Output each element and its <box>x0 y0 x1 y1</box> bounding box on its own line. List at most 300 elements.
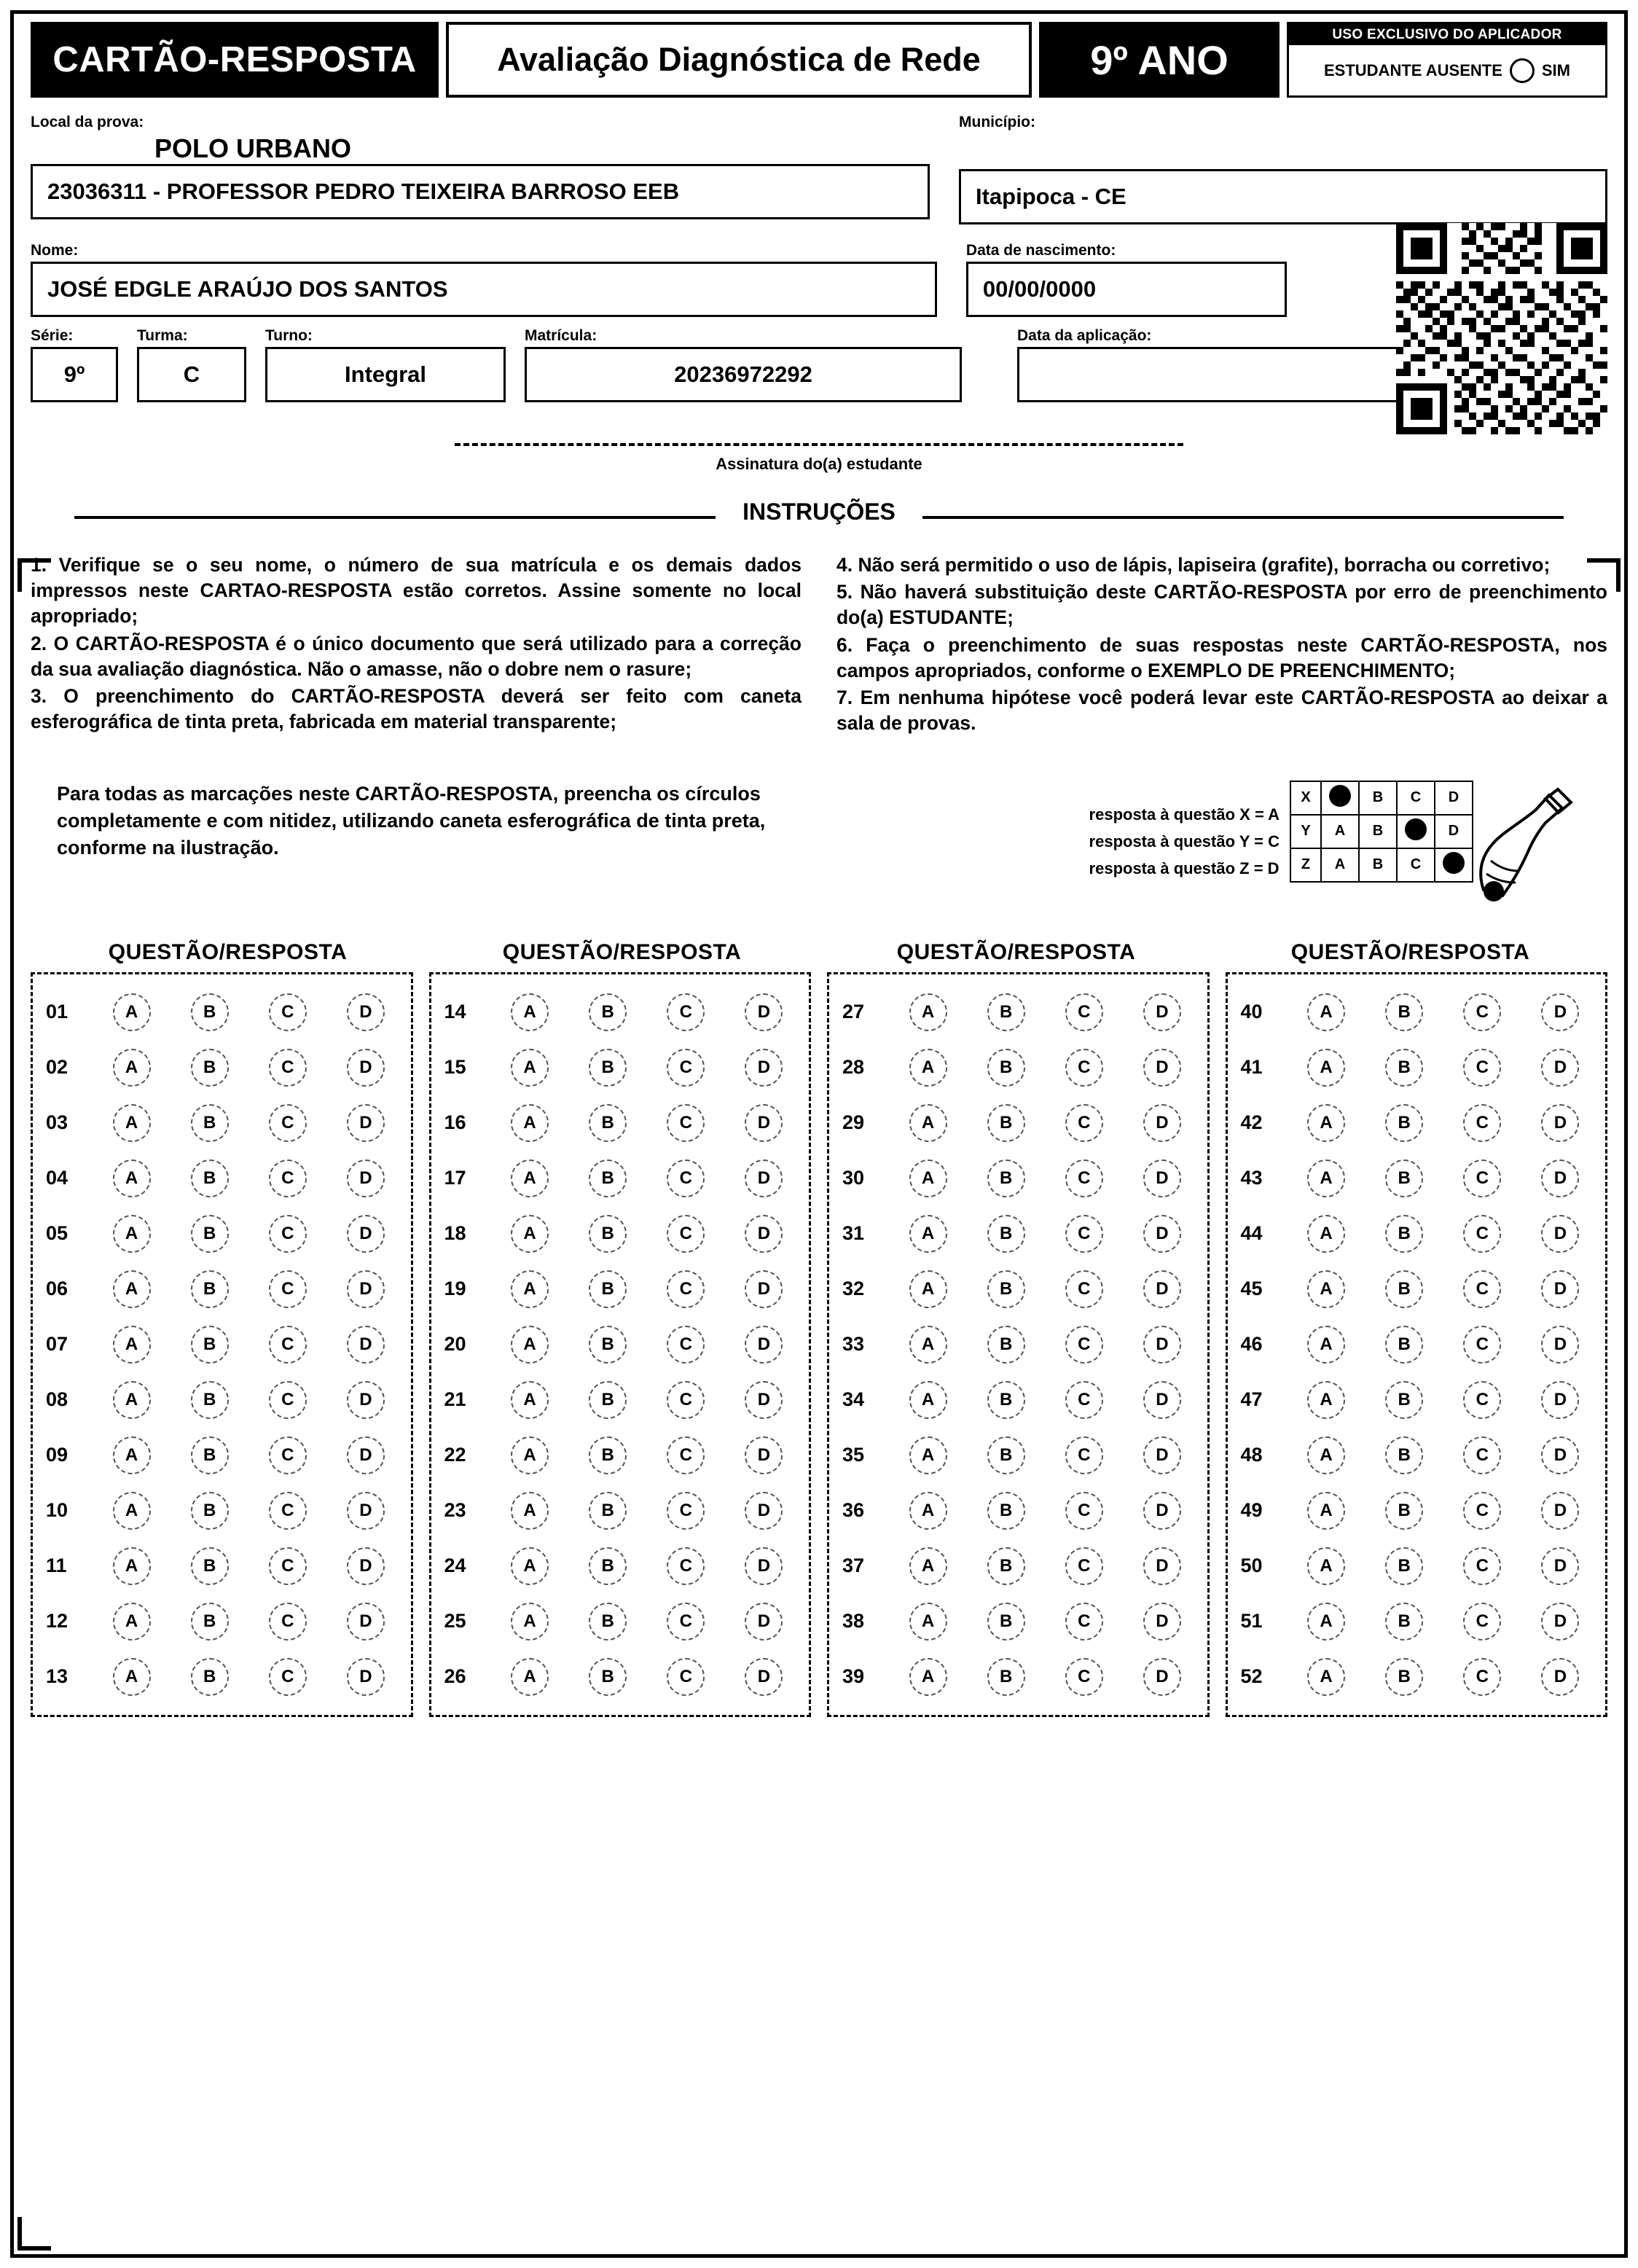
answer-bubble-b[interactable]: B <box>589 993 627 1031</box>
answer-bubble-a[interactable]: A <box>113 993 151 1031</box>
answer-bubble-c[interactable]: C <box>667 1658 705 1696</box>
answer-bubble-d[interactable]: D <box>1541 1270 1579 1308</box>
answer-bubble-d[interactable]: D <box>1541 1326 1579 1364</box>
answer-bubble-d[interactable]: D <box>1143 1603 1181 1641</box>
answer-bubble-a[interactable]: A <box>113 1492 151 1530</box>
crop-mark-bottom-left <box>17 2217 51 2251</box>
question-row <box>39 1317 405 1372</box>
nascimento-box[interactable] <box>966 262 1287 317</box>
option-bubbles <box>889 1160 1202 1197</box>
answer-bubble-a[interactable]: A <box>1307 1215 1345 1253</box>
answer-bubble-c[interactable]: C <box>667 1270 705 1308</box>
question-row <box>1234 1317 1600 1372</box>
answer-bubble-c[interactable]: C <box>1463 1603 1501 1641</box>
answer-bubble-c[interactable]: C <box>269 1326 307 1364</box>
aplicacao-box[interactable] <box>1017 347 1425 402</box>
legend-line: resposta à questão Y = C <box>1089 832 1280 851</box>
question-row <box>39 1483 405 1538</box>
question-number: 14 <box>444 1001 466 1023</box>
answer-bubble-b[interactable]: B <box>1385 993 1423 1031</box>
answer-bubble-d[interactable]: D <box>1143 1547 1181 1585</box>
answer-bubble-b[interactable]: B <box>1385 1603 1423 1641</box>
answer-bubble-d[interactable]: D <box>1143 1049 1181 1087</box>
municipio-box[interactable] <box>959 169 1607 224</box>
answer-bubble-d[interactable]: D <box>745 1492 783 1530</box>
answer-bubble-b[interactable]: B <box>191 993 229 1031</box>
answer-bubble-a[interactable]: A <box>909 1603 947 1641</box>
answer-bubble-c[interactable]: C <box>1065 1049 1103 1087</box>
answer-bubble-c[interactable]: C <box>1065 1547 1103 1585</box>
answer-bubble-b[interactable]: B <box>589 1049 627 1087</box>
answer-bubble-c[interactable]: C <box>1065 1436 1103 1474</box>
answer-bubble-c[interactable]: C <box>1065 1603 1103 1641</box>
answer-bubble-c[interactable]: C <box>269 1049 307 1087</box>
answer-bubble-b[interactable]: B <box>1385 1381 1423 1419</box>
answer-bubble-c[interactable]: C <box>1463 1160 1501 1197</box>
answer-bubble-a[interactable]: A <box>1307 993 1345 1031</box>
polo-value: POLO URBANO <box>154 133 351 163</box>
turno-box[interactable] <box>265 347 506 402</box>
example-row-label: X <box>1290 781 1321 815</box>
answer-bubble-d[interactable]: D <box>1541 1492 1579 1530</box>
answer-bubble-a[interactable]: A <box>1307 1049 1345 1087</box>
field-turno <box>265 327 506 402</box>
answer-bubble-a[interactable]: A <box>909 1658 947 1696</box>
answer-bubble-b[interactable]: B <box>589 1381 627 1419</box>
answer-bubble-a[interactable]: A <box>113 1270 151 1308</box>
answer-bubble-c[interactable]: C <box>1065 993 1103 1031</box>
answer-bubble-d[interactable]: D <box>745 1658 783 1696</box>
answer-bubble-c[interactable]: C <box>269 1160 307 1197</box>
answer-bubble-d[interactable]: D <box>347 1436 385 1474</box>
option-bubbles <box>889 1547 1202 1585</box>
answer-bubble-c[interactable]: C <box>269 993 307 1031</box>
answer-bubble-b[interactable]: B <box>191 1436 229 1474</box>
answer-bubble-c[interactable]: C <box>1463 1658 1501 1696</box>
question-number: 08 <box>46 1388 68 1411</box>
answer-bubble-a[interactable]: A <box>1307 1492 1345 1530</box>
answer-bubble-d[interactable]: D <box>1143 993 1181 1031</box>
answer-bubble-d[interactable]: D <box>1143 1492 1181 1530</box>
answer-bubble-b[interactable]: B <box>1385 1547 1423 1585</box>
answer-bubble-d[interactable]: D <box>745 1436 783 1474</box>
answer-bubble-b[interactable]: B <box>191 1215 229 1253</box>
answer-bubble-b[interactable]: B <box>1385 1215 1423 1253</box>
question-number: 43 <box>1240 1167 1263 1189</box>
question-row <box>39 1206 405 1262</box>
example-grid-row <box>1290 815 1473 848</box>
question-number: 07 <box>46 1333 68 1356</box>
question-row <box>1234 1151 1600 1206</box>
answer-bubble-c[interactable]: C <box>1463 1215 1501 1253</box>
answer-bubble-c[interactable]: C <box>1463 1270 1501 1308</box>
answer-bubble-a[interactable]: A <box>909 1215 947 1253</box>
school-box[interactable] <box>31 164 930 219</box>
answer-bubble-c[interactable]: C <box>1065 1215 1103 1253</box>
answer-bubble-c[interactable]: C <box>667 1492 705 1530</box>
answer-bubble-d[interactable]: D <box>1541 993 1579 1031</box>
answer-bubble-a[interactable]: A <box>1307 1270 1345 1308</box>
answer-bubble-c[interactable]: C <box>1463 1547 1501 1585</box>
field-local-prova <box>31 114 930 219</box>
answer-bubble-d[interactable]: D <box>745 1215 783 1253</box>
answer-bubble-b[interactable]: B <box>191 1658 229 1696</box>
answer-bubble-b[interactable]: B <box>987 1270 1025 1308</box>
option-bubbles <box>1288 1104 1600 1142</box>
option-bubbles <box>889 1270 1202 1308</box>
turno-label: Turno: <box>265 327 313 344</box>
answer-bubble-a[interactable]: A <box>511 1270 549 1308</box>
answer-bubble-a[interactable]: A <box>909 1381 947 1419</box>
answer-bubble-b[interactable]: B <box>589 1270 627 1308</box>
answer-bubble-d[interactable]: D <box>347 1547 385 1585</box>
answer-bubble-b[interactable]: B <box>1385 1436 1423 1474</box>
answer-bubble-b[interactable]: B <box>987 1492 1025 1530</box>
answer-bubble-c[interactable]: C <box>269 1381 307 1419</box>
answer-bubble-a[interactable]: A <box>113 1436 151 1474</box>
answer-bubble-a[interactable]: A <box>511 1049 549 1087</box>
answer-bubble-d[interactable]: D <box>1143 1436 1181 1474</box>
answer-bubble-b[interactable]: B <box>1385 1049 1423 1087</box>
answer-bubble-a[interactable]: A <box>909 1492 947 1530</box>
answer-bubble-d[interactable]: D <box>347 1049 385 1087</box>
answer-bubble-b[interactable]: B <box>191 1547 229 1585</box>
answer-bubble-d[interactable]: D <box>745 1160 783 1197</box>
answer-bubble-d[interactable]: D <box>745 993 783 1031</box>
answer-bubble-b[interactable]: B <box>987 993 1025 1031</box>
answer-bubble-a[interactable]: A <box>1307 1547 1345 1585</box>
answer-bubble-d[interactable]: D <box>347 1160 385 1197</box>
option-bubbles <box>889 1049 1202 1087</box>
answer-bubble-a[interactable]: A <box>113 1547 151 1585</box>
answer-bubble-c[interactable]: C <box>667 1215 705 1253</box>
answer-bubble-a[interactable]: A <box>1307 1436 1345 1474</box>
answer-bubble-a[interactable]: A <box>909 1270 947 1308</box>
serie-box[interactable] <box>31 347 118 402</box>
answer-bubble-c[interactable]: C <box>269 1270 307 1308</box>
answer-bubble-d[interactable]: D <box>1541 1215 1579 1253</box>
answer-bubble-a[interactable]: A <box>1307 1326 1345 1364</box>
field-matricula <box>525 327 962 402</box>
answer-bubble-b[interactable]: B <box>1385 1492 1423 1530</box>
answer-bubble-c[interactable]: C <box>1463 1049 1501 1087</box>
answer-bubble-c[interactable]: C <box>1065 1492 1103 1530</box>
answer-bubble-d[interactable]: D <box>347 1492 385 1530</box>
answer-bubble-c[interactable]: C <box>1463 993 1501 1031</box>
answer-bubble-d[interactable]: D <box>1541 1658 1579 1696</box>
answer-bubble-a[interactable]: A <box>511 1658 549 1696</box>
answer-bubble-d[interactable]: D <box>745 1326 783 1364</box>
question-number: 23 <box>444 1499 466 1522</box>
example-grid-row <box>1290 848 1473 882</box>
answer-bubble-b[interactable]: B <box>589 1215 627 1253</box>
answer-bubble-d[interactable]: D <box>347 1215 385 1253</box>
answer-bubble-d[interactable]: D <box>1143 1104 1181 1142</box>
answer-bubble-a[interactable]: A <box>1307 1603 1345 1641</box>
answer-bubble-b[interactable]: B <box>191 1326 229 1364</box>
answer-bubble-c[interactable]: C <box>667 1049 705 1087</box>
answer-bubble-d[interactable]: D <box>745 1381 783 1419</box>
answer-bubble-d[interactable]: D <box>1143 1160 1181 1197</box>
answer-bubble-a[interactable]: A <box>511 1381 549 1419</box>
answer-bubble-b[interactable]: B <box>191 1603 229 1641</box>
answer-bubble-d[interactable]: D <box>745 1104 783 1142</box>
answer-bubble-a[interactable]: A <box>909 993 947 1031</box>
answer-bubble-b[interactable]: B <box>191 1104 229 1142</box>
answer-bubble-b[interactable]: B <box>1385 1326 1423 1364</box>
question-row <box>39 985 405 1040</box>
answer-bubble-c[interactable]: C <box>1065 1104 1103 1142</box>
answer-bubble-a[interactable]: A <box>909 1547 947 1585</box>
answer-bubble-c[interactable]: C <box>269 1104 307 1142</box>
absent-bubble[interactable] <box>1510 58 1535 83</box>
answer-bubble-d[interactable]: D <box>1541 1381 1579 1419</box>
answer-bubble-a[interactable]: A <box>909 1436 947 1474</box>
option-bubbles <box>1288 1492 1600 1530</box>
question-number: 26 <box>444 1665 466 1688</box>
answer-bubble-a[interactable]: A <box>1307 1160 1345 1197</box>
answer-bubble-d[interactable]: D <box>1541 1160 1579 1197</box>
answer-bubble-b[interactable]: B <box>987 1215 1025 1253</box>
option-bubbles <box>491 1492 804 1530</box>
answer-bubble-b[interactable]: B <box>1385 1104 1423 1142</box>
answer-bubble-c[interactable]: C <box>269 1547 307 1585</box>
answer-bubble-b[interactable]: B <box>987 1547 1025 1585</box>
answer-bubble-d[interactable]: D <box>745 1049 783 1087</box>
answer-bubble-b[interactable]: B <box>589 1492 627 1530</box>
option-bubbles <box>889 1104 1202 1142</box>
answer-bubble-d[interactable]: D <box>347 1381 385 1419</box>
option-bubbles <box>889 1326 1202 1364</box>
answer-bubble-c[interactable]: C <box>667 1160 705 1197</box>
answer-bubble-b[interactable]: B <box>987 1436 1025 1474</box>
answer-bubble-c[interactable]: C <box>1065 1270 1103 1308</box>
answer-bubble-d[interactable]: D <box>1541 1603 1579 1641</box>
answer-bubble-b[interactable]: B <box>191 1492 229 1530</box>
answer-bubble-a[interactable]: A <box>113 1104 151 1142</box>
question-number: 04 <box>46 1167 68 1189</box>
signature-label: Assinatura do(a) estudante <box>716 455 922 473</box>
answer-bubble-d[interactable]: D <box>1143 1270 1181 1308</box>
nome-box[interactable] <box>31 262 937 317</box>
answer-bubble-a[interactable]: A <box>511 1215 549 1253</box>
field-serie <box>31 327 118 402</box>
answer-bubble-c[interactable]: C <box>1463 1492 1501 1530</box>
answer-bubble-b[interactable]: B <box>589 1603 627 1641</box>
answer-bubble-b[interactable]: B <box>987 1326 1025 1364</box>
answer-bubble-a[interactable]: A <box>511 1492 549 1530</box>
answer-bubble-b[interactable]: B <box>191 1381 229 1419</box>
option-bubbles <box>1288 1547 1600 1585</box>
instruction-item: 4. Não será permitido o uso de lápis, lapiseira (grafite), borracha ou corretivo; <box>836 554 1551 576</box>
question-number: 36 <box>842 1499 865 1522</box>
answer-bubble-a[interactable]: A <box>511 1160 549 1197</box>
question-row <box>835 1317 1202 1372</box>
question-row <box>835 1538 1202 1594</box>
answer-bubble-b[interactable]: B <box>1385 1658 1423 1696</box>
question-number: 35 <box>842 1444 865 1466</box>
answer-bubble-d[interactable]: D <box>1541 1547 1579 1585</box>
answer-bubble-d[interactable]: D <box>745 1603 783 1641</box>
answer-bubble-c[interactable]: C <box>1463 1326 1501 1364</box>
instructions-column-left <box>31 552 802 738</box>
municipio-value: Itapipoca - CE <box>976 184 1126 209</box>
answer-bubble-a[interactable]: A <box>113 1603 151 1641</box>
student-absent-yes: SIM <box>1541 60 1570 79</box>
answer-bubble-d[interactable]: D <box>745 1547 783 1585</box>
answer-bubble-a[interactable]: A <box>1307 1381 1345 1419</box>
answer-bubble-d[interactable]: D <box>1143 1381 1181 1419</box>
answer-bubble-a[interactable]: A <box>511 1547 549 1585</box>
answer-bubble-c[interactable]: C <box>667 993 705 1031</box>
answer-bubble-a[interactable]: A <box>909 1326 947 1364</box>
example-grid <box>1290 781 1473 883</box>
answer-bubble-d[interactable]: D <box>1541 1436 1579 1474</box>
answer-bubble-c[interactable]: C <box>269 1603 307 1641</box>
option-bubbles <box>491 1381 804 1419</box>
answer-bubble-a[interactable]: A <box>511 1436 549 1474</box>
answer-bubble-d[interactable]: D <box>1541 1049 1579 1087</box>
answer-bubble-b[interactable]: B <box>589 1160 627 1197</box>
matricula-box[interactable] <box>525 347 962 402</box>
instruction-item: 5. Não haverá substituição deste CARTÃO-RESPOSTA por erro de preenchimento do(a) ESTUDANTE; <box>836 581 1607 629</box>
instruction-item: 6. Faça o preenchimento de suas respostas neste CARTÃO-RESPOSTA, nos campos apropriados, conforme o EXEMPLO DE PREENCHIMENTO; <box>836 633 1607 681</box>
answer-bubble-d[interactable]: D <box>1541 1104 1579 1142</box>
answer-bubble-b[interactable]: B <box>987 1603 1025 1641</box>
question-number: 38 <box>842 1610 865 1632</box>
answer-bubble-a[interactable]: A <box>909 1160 947 1197</box>
instruction-item: 2. O CARTÃO-RESPOSTA é o único documento que será utilizado para a correção da sua avaliação diagnóstica. Não o amasse, não o dobre nem o rasure; <box>31 632 802 680</box>
question-row <box>437 1151 804 1206</box>
example-bubble-filled <box>1435 848 1473 882</box>
answer-bubble-c[interactable]: C <box>1065 1160 1103 1197</box>
answer-bubble-d[interactable]: D <box>1143 1326 1181 1364</box>
answer-bubble-d[interactable]: D <box>745 1270 783 1308</box>
question-row <box>437 1594 804 1649</box>
question-row <box>1234 1538 1600 1594</box>
question-row <box>835 1428 1202 1483</box>
answer-bubble-c[interactable]: C <box>667 1603 705 1641</box>
answer-bubble-b[interactable]: B <box>589 1326 627 1364</box>
example-bubble-filled <box>1397 815 1435 848</box>
question-number: 34 <box>842 1388 865 1411</box>
option-bubbles <box>1288 1049 1600 1087</box>
answers-headers <box>31 940 1607 965</box>
option-bubbles <box>1288 1381 1600 1419</box>
answer-bubble-a[interactable]: A <box>113 1326 151 1364</box>
answer-bubble-a[interactable]: A <box>113 1049 151 1087</box>
answer-bubble-c[interactable]: C <box>269 1492 307 1530</box>
answer-bubble-b[interactable]: B <box>589 1104 627 1142</box>
option-bubbles <box>491 1049 804 1087</box>
turma-box[interactable] <box>137 347 246 402</box>
option-bubbles <box>93 1160 405 1197</box>
answer-bubble-a[interactable]: A <box>511 993 549 1031</box>
answer-bubble-c[interactable]: C <box>667 1326 705 1364</box>
answer-bubble-d[interactable]: D <box>347 1326 385 1364</box>
answer-bubble-b[interactable]: B <box>987 1658 1025 1696</box>
answer-bubble-b[interactable]: B <box>589 1658 627 1696</box>
answer-bubble-a[interactable]: A <box>113 1215 151 1253</box>
answer-bubble-d[interactable]: D <box>347 1104 385 1142</box>
question-number: 09 <box>46 1444 68 1466</box>
answer-bubble-a[interactable]: A <box>511 1603 549 1641</box>
answer-bubble-b[interactable]: B <box>987 1160 1025 1197</box>
answer-bubble-c[interactable]: C <box>1463 1381 1501 1419</box>
answer-bubble-c[interactable]: C <box>667 1381 705 1419</box>
answer-bubble-b[interactable]: B <box>191 1270 229 1308</box>
question-number: 50 <box>1240 1555 1263 1577</box>
answer-bubble-a[interactable]: A <box>511 1104 549 1142</box>
answer-bubble-d[interactable]: D <box>347 1603 385 1641</box>
answer-bubble-a[interactable]: A <box>113 1381 151 1419</box>
answer-bubble-b[interactable]: B <box>1385 1160 1423 1197</box>
applicator-box <box>1287 22 1607 98</box>
question-row <box>835 1594 1202 1649</box>
answer-bubble-c[interactable]: C <box>667 1436 705 1474</box>
answer-bubble-c[interactable]: C <box>269 1658 307 1696</box>
answer-bubble-a[interactable]: A <box>1307 1104 1345 1142</box>
answer-bubble-a[interactable]: A <box>909 1104 947 1142</box>
question-row <box>39 1262 405 1317</box>
answer-bubble-c[interactable]: C <box>269 1436 307 1474</box>
answer-bubble-c[interactable]: C <box>1463 1436 1501 1474</box>
option-bubbles <box>1288 1215 1600 1253</box>
answer-bubble-a[interactable]: A <box>1307 1658 1345 1696</box>
answer-bubble-c[interactable]: C <box>1065 1381 1103 1419</box>
answer-bubble-b[interactable]: B <box>589 1436 627 1474</box>
question-number: 12 <box>46 1610 68 1632</box>
answer-bubble-a[interactable]: A <box>909 1049 947 1087</box>
answer-bubble-b[interactable]: B <box>191 1160 229 1197</box>
answer-bubble-d[interactable]: D <box>347 1270 385 1308</box>
answer-bubble-d[interactable]: D <box>1143 1658 1181 1696</box>
question-number: 16 <box>444 1111 466 1134</box>
question-row <box>437 1206 804 1262</box>
answer-bubble-b[interactable]: B <box>589 1547 627 1585</box>
answer-bubble-b[interactable]: B <box>987 1049 1025 1087</box>
example-legend <box>1089 781 1280 883</box>
option-bubbles <box>93 1104 405 1142</box>
answer-bubble-d[interactable]: D <box>347 1658 385 1696</box>
answer-bubble-b[interactable]: B <box>191 1049 229 1087</box>
answer-bubble-a[interactable]: A <box>113 1658 151 1696</box>
answer-bubble-b[interactable]: B <box>987 1104 1025 1142</box>
answer-bubble-b[interactable]: B <box>987 1381 1025 1419</box>
answer-bubble-a[interactable]: A <box>511 1326 549 1364</box>
answer-bubble-d[interactable]: D <box>347 993 385 1031</box>
grade-badge: 9º ANO <box>1039 22 1280 98</box>
option-bubbles <box>889 1492 1202 1530</box>
option-bubbles <box>889 1603 1202 1641</box>
answer-bubble-c[interactable]: C <box>1463 1104 1501 1142</box>
signature-area[interactable] <box>31 443 1607 474</box>
question-number: 30 <box>842 1167 865 1189</box>
answer-bubble-c[interactable]: C <box>667 1104 705 1142</box>
option-bubbles <box>491 1658 804 1696</box>
answer-bubble-c[interactable]: C <box>1065 1658 1103 1696</box>
answer-bubble-a[interactable]: A <box>113 1160 151 1197</box>
answer-bubble-d[interactable]: D <box>1143 1215 1181 1253</box>
answer-bubble-b[interactable]: B <box>1385 1270 1423 1308</box>
answer-bubble-c[interactable]: C <box>269 1215 307 1253</box>
student-absent-row[interactable] <box>1289 45 1605 95</box>
answers-column-header: QUESTÃO/RESPOSTA <box>896 939 1136 964</box>
answer-bubble-c[interactable]: C <box>1065 1326 1103 1364</box>
option-bubbles <box>1288 1160 1600 1197</box>
question-number: 10 <box>46 1499 68 1522</box>
answer-bubble-c[interactable]: C <box>667 1547 705 1585</box>
